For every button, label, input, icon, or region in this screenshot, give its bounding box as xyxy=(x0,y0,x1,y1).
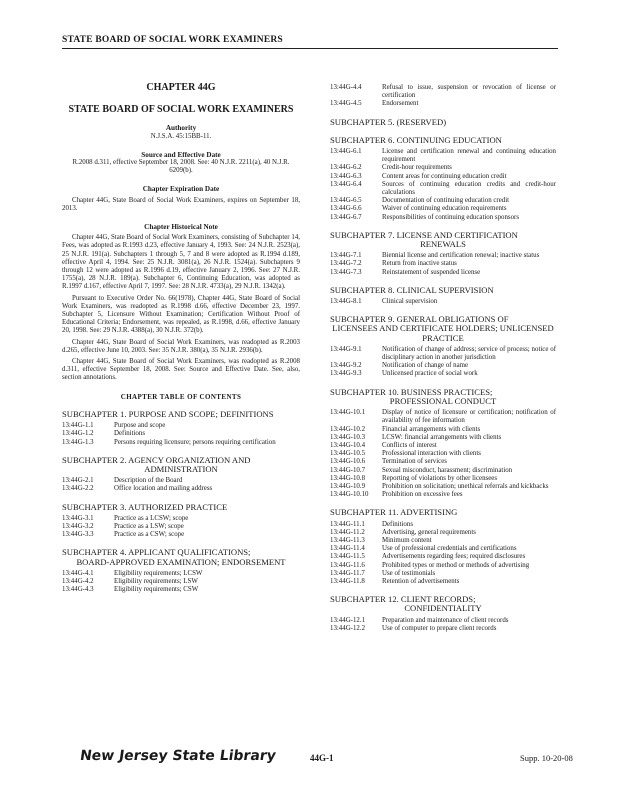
header-rule xyxy=(62,48,558,49)
section-title: Prohibition on solicitation; unethical referrals and kickbacks xyxy=(382,482,549,490)
subchapter-heading-line: SUBCHAPTER 10. BUSINESS PRACTICES; xyxy=(330,386,493,397)
section-title: Clinical supervision xyxy=(382,298,438,306)
toc-entry[interactable] xyxy=(62,523,300,531)
subchapter xyxy=(330,315,556,378)
section-title: Documentation of continuing education credit xyxy=(382,197,510,205)
section-number: 13:44G-3.1 xyxy=(62,514,94,522)
subchapter xyxy=(330,595,556,633)
subchapter-heading-line: CONFIDENTIALITY xyxy=(404,603,482,614)
section-number: 13:44G-3.3 xyxy=(62,531,94,539)
section-title: Credit-hour requirements xyxy=(382,164,452,172)
section-number: 13:44G-6.5 xyxy=(330,197,362,205)
subchapter-heading-line: RENEWALS xyxy=(420,239,466,250)
subchapter-heading-line: ADMINISTRATION xyxy=(144,463,218,474)
toc-entry[interactable] xyxy=(330,409,556,425)
section-title: Reporting of violations by other licensees xyxy=(382,474,498,482)
subchapter-heading-line: LICENSEES AND CERTIFICATE HOLDERS; UNLICENSED PRACTICE xyxy=(332,323,554,343)
history-paragraph: Chapter 44G, State Board of Social Work Examiners, consisting of Subchapter 14, Fees, was adopted as R.1993 d.23, effective January 4, 1993. See: 24 N.J.R. 2523(a), 25 N.J.R. 191(a). Subchapters 1 through 5, 7 and 8 were adopted as R.1994 d.189, effective April 4, 1994. See: 25 N.J.R. 3081(a), 26 N.J.R. 1524(a). Subchapters 9 through 12 were adopted as R.1996 d.19, effective January 2, 1996. See: 27 N.J.R. 1755(a), 28 N.J.R. 189(a). Subchapter 6, Continuing Education, was adopted as R.1997 d.167, effective April 7, 1997. See: 28 N.J.R. 4733(a), 29 N.J.R. 1342(a). xyxy=(62,234,300,291)
toc-entry[interactable] xyxy=(62,570,300,578)
subchapter-heading-line: SUBCHAPTER 7. LICENSE AND CERTIFICATION xyxy=(330,229,518,240)
source-text: R.2008 d.311, effective September 18, 2008. See: 40 N.J.R. 2211(a), 40 N.J.R. 6209(b). xyxy=(72,159,290,175)
toc-entry[interactable] xyxy=(330,529,556,537)
left-toc xyxy=(62,410,300,594)
section-title: Content areas for continuing education credit xyxy=(382,172,507,180)
toc-entry[interactable] xyxy=(330,545,556,553)
toc-entry[interactable] xyxy=(330,269,556,277)
section-number: 13:44G-9.1 xyxy=(330,345,362,353)
toc-entry[interactable] xyxy=(62,578,300,586)
history-paragraph: Pursuant to Executive Order No. 66(1978), Chapter 44G, State Board of Social Work Examiners, was readopted as R.1998 d.66, effective December 23, 1997. Subchapter 5, Licensure Without Examination; Certification Without Proof of Educational Criteria; Endorsement, was repealed, as R.1998, d.66, effective January 20, 1998. See: 29 N.J.R. 4388(a), 30 N.J.R. 372(b). xyxy=(62,294,300,335)
toc-entry[interactable] xyxy=(330,181,556,197)
subchapter-heading xyxy=(330,508,556,517)
subchapter-heading-line: SUBCHAPTER 4. APPLICANT QUALIFICATIONS; xyxy=(62,547,251,558)
section-title: Eligibility requirements; LSW xyxy=(114,577,198,585)
toc-entry[interactable] xyxy=(330,148,556,164)
toc-entry[interactable] xyxy=(330,173,556,181)
right-top-entries xyxy=(330,84,556,109)
subchapter-heading-line: SUBCHAPTER 5. (RESERVED) xyxy=(330,116,447,127)
section-number: 13:44G-11.6 xyxy=(330,561,365,569)
section-number: 13:44G-3.2 xyxy=(62,522,94,530)
toc-entry[interactable] xyxy=(62,477,300,485)
toc-entry[interactable] xyxy=(330,370,556,378)
section-title: Return from inactive status xyxy=(382,260,457,268)
toc-entry[interactable] xyxy=(330,491,556,499)
toc-entry[interactable] xyxy=(62,586,300,594)
toc-entry[interactable] xyxy=(330,260,556,268)
section-title: Prohibited types or method or methods of advertising xyxy=(382,561,530,569)
toc-entry[interactable] xyxy=(330,521,556,529)
subchapter xyxy=(330,118,556,127)
section-number: 13:44G-1.1 xyxy=(62,422,94,430)
section-title: Advertisements regarding fees; required disclosures xyxy=(382,553,526,561)
subchapter xyxy=(62,503,300,540)
toc-entry[interactable] xyxy=(330,617,556,625)
toc-entry[interactable] xyxy=(62,422,300,430)
section-title: Minimum content xyxy=(382,536,432,544)
toc-entry[interactable] xyxy=(330,625,556,633)
toc-entry[interactable] xyxy=(330,197,556,205)
section-title: Display of notice of licensure or certification; notification of availability of fee information xyxy=(382,409,556,425)
toc-entry[interactable] xyxy=(330,578,556,586)
toc-entry[interactable] xyxy=(330,562,556,570)
section-title: Retention of advertisements xyxy=(382,577,460,585)
section-title: Sexual misconduct, harassment; discrimination xyxy=(382,466,513,474)
source-heading: Source and Effective Date xyxy=(141,150,221,159)
subchapter-heading xyxy=(330,118,556,127)
section-title: Biennial license and certification renewal; inactive status xyxy=(382,252,540,260)
toc-entry[interactable] xyxy=(330,570,556,578)
section-title: Notification of change of name xyxy=(382,362,469,370)
subchapter xyxy=(330,136,556,222)
subchapter-heading-line: SUBCHAPTER 6. CONTINUING EDUCATION xyxy=(330,134,502,145)
subchapter xyxy=(62,548,300,594)
subchapter-heading-line: SUBCHAPTER 1. PURPOSE AND SCOPE; DEFINITIONS xyxy=(62,408,274,419)
section-title: LCSW: financial arrangements with clients xyxy=(382,433,502,441)
section-title: Use of testimonials xyxy=(382,569,436,577)
toc-entry[interactable] xyxy=(330,252,556,260)
section-title: Definitions xyxy=(114,430,146,438)
subchapter-heading-line: SUBCHAPTER 11. ADVERTISING xyxy=(330,507,458,518)
left-column xyxy=(62,84,300,594)
section-number: 13:44G-11.8 xyxy=(330,577,365,585)
section-title: Unlicensed practice of social work xyxy=(382,370,478,378)
subchapter-heading xyxy=(62,503,300,512)
section-number: 13:44G-12.2 xyxy=(330,624,366,632)
section-number: 13:44G-11.4 xyxy=(330,545,365,553)
section-number: 13:44G-9.2 xyxy=(330,362,362,370)
section-title: Persons requiring licensure; persons requiring certification xyxy=(114,438,276,446)
toc-entry[interactable] xyxy=(330,164,556,172)
right-column xyxy=(330,84,556,633)
section-title: Responsibilities of continuing education sponsors xyxy=(382,213,520,221)
section-number: 13:44G-7.1 xyxy=(330,252,362,260)
toc-entry[interactable] xyxy=(330,450,556,458)
section-title: Advertising, general requirements xyxy=(382,528,476,536)
subchapter-heading-line: SUBCHAPTER 12. CLIENT RECORDS; xyxy=(330,594,476,605)
toc-entry[interactable] xyxy=(330,214,556,222)
section-title: Definitions xyxy=(382,520,414,528)
section-title: Financial arrangements with clients xyxy=(382,425,481,433)
section-title: Use of professional credentials and certifications xyxy=(382,545,517,553)
subchapter-heading xyxy=(330,388,556,406)
section-title: Professional interaction with clients xyxy=(382,450,481,458)
section-title: Use of computer to prepare client records xyxy=(382,624,497,632)
toc-entry[interactable] xyxy=(330,434,556,442)
subchapter xyxy=(330,231,556,277)
section-title: Office location and mailing address xyxy=(114,485,213,493)
chapter-number: CHAPTER 44G xyxy=(146,82,216,93)
subchapter-heading xyxy=(330,136,556,145)
subchapter xyxy=(62,410,300,447)
section-number: 13:44G-11.5 xyxy=(330,553,365,561)
section-title: Waiver of continuing education requirements xyxy=(382,205,507,213)
running-head: STATE BOARD OF SOCIAL WORK EXAMINERS xyxy=(62,35,283,45)
toc-entry[interactable] xyxy=(330,475,556,483)
section-number: 13:44G-10.1 xyxy=(330,409,366,417)
page-number: 44G-1 xyxy=(310,753,334,763)
section-title: Description of the Board xyxy=(114,477,183,485)
toc-title: CHAPTER TABLE OF CONTENTS xyxy=(120,392,242,401)
section-number: 13:44G-10.2 xyxy=(330,425,366,433)
section-title: Practice as a LSW; scope xyxy=(114,522,184,530)
section-title: Preparation and maintenance of client records xyxy=(382,616,509,624)
section-number: 13:44G-2.2 xyxy=(62,485,94,493)
subchapter-heading-line: SUBCHAPTER 2. AGENCY ORGANIZATION AND xyxy=(62,454,251,465)
subchapter-heading xyxy=(330,286,556,295)
section-number: 13:44G-12.1 xyxy=(330,616,366,624)
section-number: 13:44G-10.5 xyxy=(330,450,366,458)
subchapter-heading-line: BOARD-APPROVED EXAMINATION; ENDORSEMENT xyxy=(76,556,286,567)
section-number: 13:44G-10.6 xyxy=(330,458,366,466)
section-number: 13:44G-4.3 xyxy=(62,586,94,594)
section-title: Purpose and scope xyxy=(114,422,166,430)
toc-entry[interactable] xyxy=(330,100,556,108)
toc-entry[interactable] xyxy=(330,467,556,475)
expiration-heading: Chapter Expiration Date xyxy=(142,185,220,194)
subchapter-heading-line: SUBCHAPTER 8. CLINICAL SUPERVISION xyxy=(330,284,494,295)
section-number: 13:44G-4.5 xyxy=(330,100,362,108)
toc-entry[interactable] xyxy=(330,458,556,466)
section-number: 13:44G-8.1 xyxy=(330,298,362,306)
section-number: 13:44G-1.2 xyxy=(62,430,94,438)
authority-heading: Authority xyxy=(165,124,197,133)
subchapter-heading-line: SUBCHAPTER 9. GENERAL OBLIGATIONS OF xyxy=(330,314,509,325)
section-number: 13:44G-10.4 xyxy=(330,441,366,449)
section-number: 13:44G-6.7 xyxy=(330,213,362,221)
authority-text: N.J.S.A. 45:15BB-11. xyxy=(150,132,212,140)
subchapter-heading xyxy=(62,456,300,474)
section-number: 13:44G-6.3 xyxy=(330,172,362,180)
toc-entry[interactable] xyxy=(330,426,556,434)
section-title: Eligibility requirements; LCSW xyxy=(114,569,203,577)
history-paragraph: Chapter 44G, State Board of Social Work Examiners, was readopted as R.2008 d.311, effective September 18, 2008. See: Source and Effective Date. See, also, section annotations. xyxy=(62,358,300,382)
subchapter-heading xyxy=(330,231,556,249)
section-number: 13:44G-9.3 xyxy=(330,370,362,378)
section-title: Sources of continuing education credits and credit-hour calculations xyxy=(382,180,556,197)
subchapter xyxy=(330,286,556,306)
toc-entry[interactable] xyxy=(62,485,300,493)
history-paragraph: Chapter 44G, State Board of Social Work Examiners, was readopted as R.2003 d.265, effective June 10, 2003. See: 35 N.J.R. 380(a), 35 N.J.R. 2936(b). xyxy=(62,338,300,354)
section-number: 13:44G-6.4 xyxy=(330,180,362,188)
section-title: Notification of change of address; service of process; notice of disciplinary action in another jurisdiction xyxy=(382,345,556,362)
toc-entry[interactable] xyxy=(330,84,556,100)
section-number: 13:44G-4.4 xyxy=(330,84,362,91)
section-title: Endorsement xyxy=(382,100,419,108)
toc-entry[interactable] xyxy=(62,531,300,539)
section-title: Practice as a CSW; scope xyxy=(114,531,185,539)
section-title: Eligibility requirements; CSW xyxy=(114,586,199,594)
subchapter-heading-line: PROFESSIONAL CONDUCT xyxy=(389,395,497,406)
chapter-title: STATE BOARD OF SOCIAL WORK EXAMINERS xyxy=(68,104,294,116)
right-toc xyxy=(330,118,556,633)
section-title: Termination of services xyxy=(382,458,447,466)
toc-entry[interactable] xyxy=(330,205,556,213)
section-number: 13:44G-7.2 xyxy=(330,260,362,268)
subchapter-heading xyxy=(62,410,300,419)
subchapter xyxy=(330,508,556,586)
section-number: 13:44G-2.1 xyxy=(62,477,94,485)
section-number: 13:44G-11.3 xyxy=(330,536,365,544)
library-watermark: New Jersey State Library xyxy=(78,748,277,764)
section-number: 13:44G-10.7 xyxy=(330,466,366,474)
toc-entry[interactable] xyxy=(330,362,556,370)
toc-entry[interactable] xyxy=(330,483,556,491)
section-number: 13:44G-4.2 xyxy=(62,577,94,585)
section-number: 13:44G-10.9 xyxy=(330,482,366,490)
toc-entry[interactable] xyxy=(330,346,556,362)
section-title: Practice as a LCSW; scope xyxy=(114,514,189,522)
section-number: 13:44G-11.1 xyxy=(330,520,365,528)
subchapter-heading xyxy=(62,548,300,566)
section-number: 13:44G-10.10 xyxy=(330,491,369,499)
subchapter xyxy=(330,388,556,500)
section-title: Reinstatement of suspended license xyxy=(382,268,481,276)
section-number: 13:44G-6.1 xyxy=(330,148,362,156)
toc-entry[interactable] xyxy=(62,430,300,438)
toc-entry[interactable] xyxy=(330,298,556,306)
supplement-date: Supp. 10-20-08 xyxy=(520,753,573,763)
section-number: 13:44G-7.3 xyxy=(330,268,362,276)
section-title: Refusal to issue, suspension or revocation of license or certification xyxy=(382,84,556,100)
subchapter-heading xyxy=(330,315,556,343)
section-number: 13:44G-10.3 xyxy=(330,433,366,441)
section-number: 13:44G-10.8 xyxy=(330,474,366,482)
toc-entry[interactable] xyxy=(330,537,556,545)
history-heading: Chapter Historical Note xyxy=(144,223,218,232)
subchapter-heading-line: SUBCHAPTER 3. AUTHORIZED PRACTICE xyxy=(62,501,228,512)
section-number: 13:44G-6.2 xyxy=(330,164,362,172)
subchapter xyxy=(62,456,300,494)
section-title: License and certification renewal and continuing education requirement xyxy=(382,148,556,164)
section-title: Conflicts of interest xyxy=(382,441,437,449)
expiration-text: Chapter 44G, State Board of Social Work Examiners, expires on September 18, 2013. xyxy=(62,196,300,212)
subchapter-heading xyxy=(330,595,556,613)
section-number: 13:44G-11.7 xyxy=(330,569,365,577)
section-number: 13:44G-4.1 xyxy=(62,569,94,577)
section-number: 13:44G-11.2 xyxy=(330,528,365,536)
toc-entry[interactable] xyxy=(330,442,556,450)
section-number: 13:44G-1.3 xyxy=(62,438,94,446)
toc-entry[interactable] xyxy=(62,439,300,447)
toc-entry[interactable] xyxy=(62,515,300,523)
toc-entry[interactable] xyxy=(330,553,556,561)
section-number: 13:44G-6.6 xyxy=(330,205,362,213)
section-title: Prohibition on excessive fees xyxy=(382,491,463,499)
